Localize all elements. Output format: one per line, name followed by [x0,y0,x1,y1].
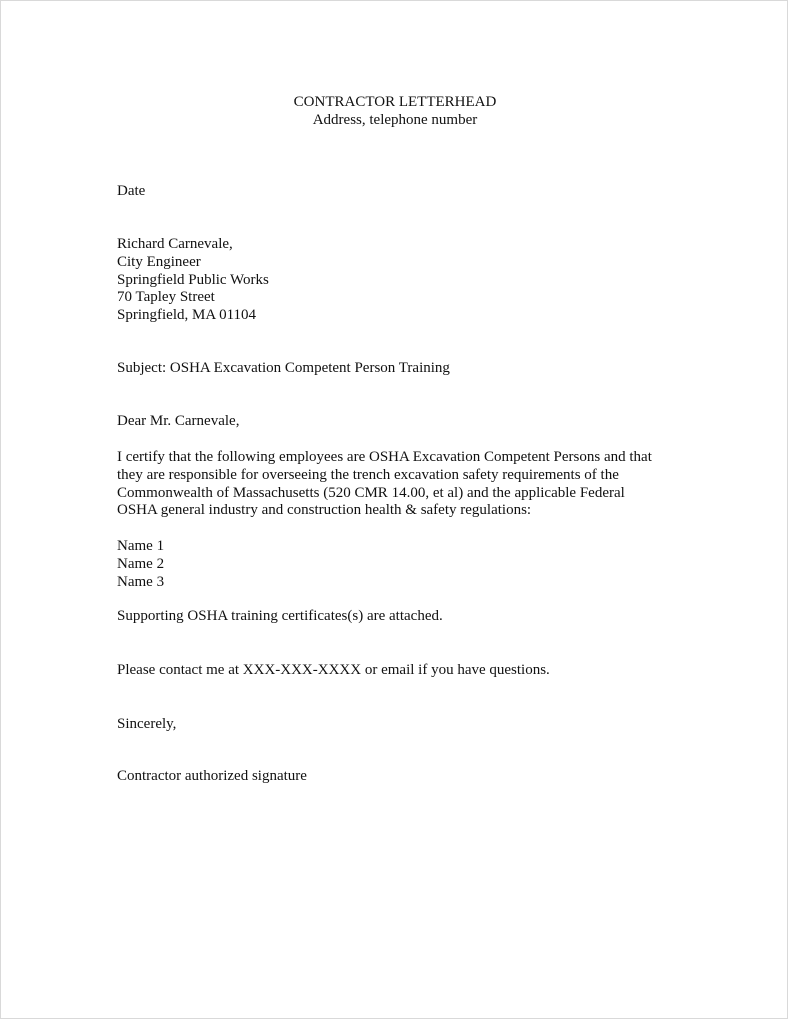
letterhead-subtitle: Address, telephone number [312,111,478,128]
body-paragraph [117,449,697,520]
recipient-line: Springfield, MA 01104 [117,307,257,324]
employee-names-list [117,538,697,591]
subject-line: Subject: OSHA Excavation Competent Person Training [117,360,450,376]
employee-name: Name 3 [117,573,165,590]
body-line: Commonwealth of Massachusetts (520 CMR 14.00, et al) and the applicable Federal [117,484,625,501]
salutation: Dear Mr. Carnevale, [117,413,240,429]
body-line: OSHA general industry and construction health & safety regulations: [117,502,532,519]
body-line: they are responsible for overseeing the trench excavation safety requirements of the [117,466,619,483]
date-line: Date [117,183,146,199]
body-line: I certify that the following employees are OSHA Excavation Competent Persons and that [117,449,652,465]
signature-line: Contractor authorized signature [117,768,307,784]
employee-name: Name 1 [117,538,165,554]
recipient-line: Richard Carnevale, [117,236,233,252]
recipient-line: City Engineer [117,253,201,270]
letterhead [1,94,788,130]
employee-name: Name 2 [117,555,165,572]
closing: Sincerely, [117,716,177,732]
letterhead-title: CONTRACTOR LETTERHEAD [293,94,497,110]
recipient-address [117,236,697,325]
contact-note: Please contact me at XXX-XXX-XXXX or email if you have questions. [117,662,550,678]
attachment-note: Supporting OSHA training certificates(s) are attached. [117,608,443,624]
recipient-line: Springfield Public Works [117,271,269,288]
recipient-line: 70 Tapley Street [117,289,215,306]
